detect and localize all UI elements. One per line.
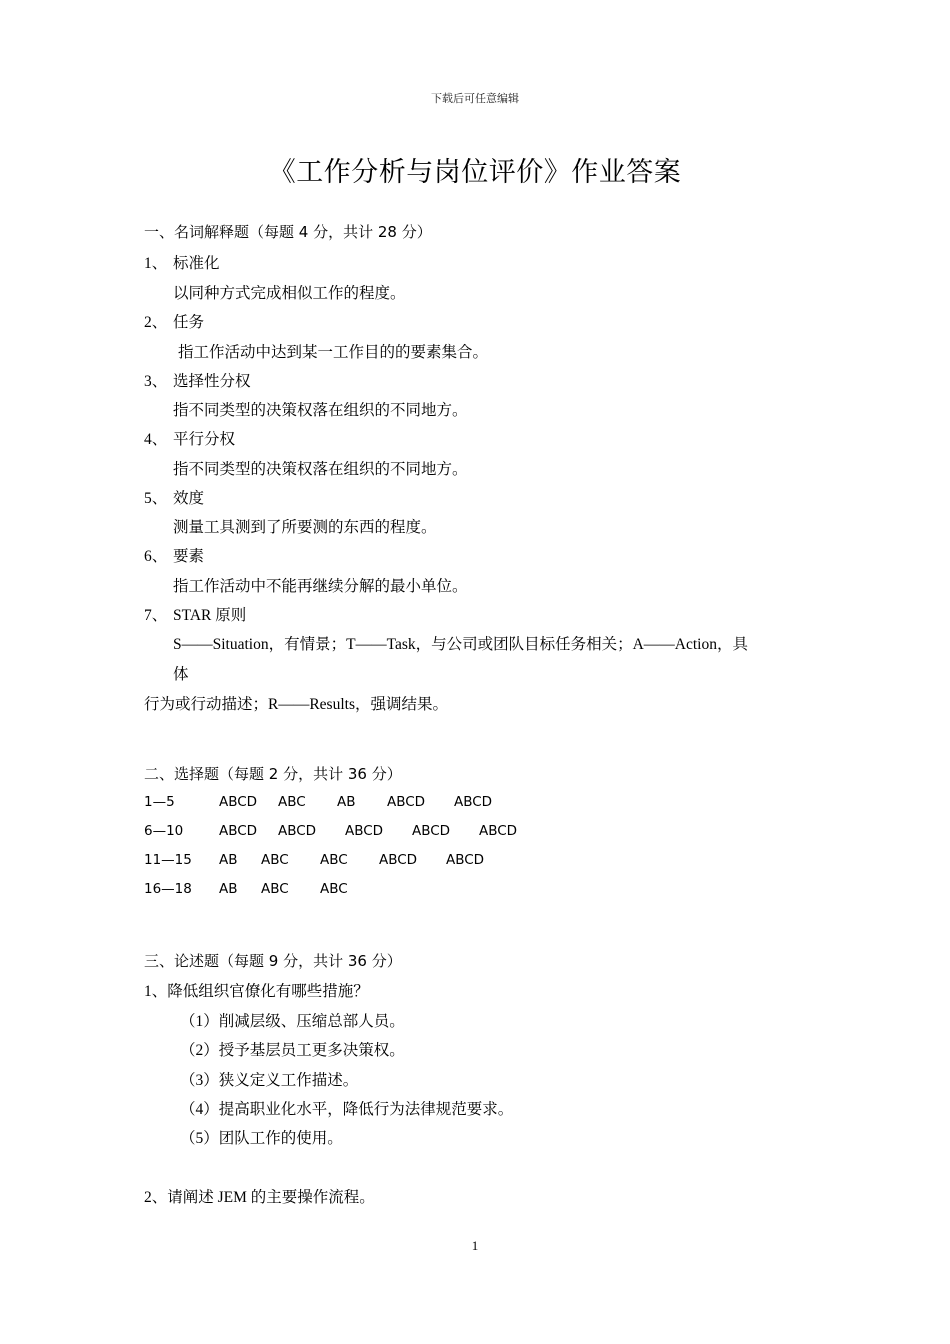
term-label: 选择性分权 xyxy=(173,373,251,390)
term-label: 效度 xyxy=(173,490,205,507)
term-number: 6、 xyxy=(144,548,168,565)
essay-point: （3）狭义定义工作描述。 xyxy=(180,1072,359,1089)
term-definition: 指不同类型的决策权落在组织的不同地方。 xyxy=(173,402,468,419)
answer: ABC xyxy=(320,852,348,868)
answer: ABCD xyxy=(379,852,418,868)
essay-question: 2、请阐述 JEM 的主要操作流程。 xyxy=(144,1189,375,1206)
answer: ABCD xyxy=(219,794,258,810)
page-number: 1 xyxy=(471,1238,479,1253)
answer: AB xyxy=(219,852,238,868)
term-number: 4、 xyxy=(144,431,168,448)
essay-point: （4）提高职业化水平，降低行为法律规范要求。 xyxy=(180,1101,514,1118)
term-definition: 以同种方式完成相似工作的程度。 xyxy=(173,285,406,302)
section3-heading: 三、论述题（每题 9 分，共计 36 分） xyxy=(144,952,402,970)
term-number: 7、 xyxy=(144,607,168,624)
term-definition: 指工作活动中不能再继续分解的最小单位。 xyxy=(173,578,468,595)
term-label: 要素 xyxy=(173,548,205,565)
answer-range: 1—5 xyxy=(144,794,175,810)
term-definition: S——Situation，有情景；T——Task，与公司或团队目标任务相关；A——Action，具 xyxy=(173,636,748,653)
term-definition-continued: 体 xyxy=(173,666,189,683)
section2-heading: 二、选择题（每题 2 分，共计 36 分） xyxy=(144,765,402,783)
essay-question: 1、降低组织官僚化有哪些措施？ xyxy=(144,983,369,1000)
page-header: 下载后可任意编辑 xyxy=(431,93,519,105)
term-number: 5、 xyxy=(144,490,168,507)
essay-point: （2）授予基层员工更多决策权。 xyxy=(180,1042,405,1059)
essay-point: （5）团队工作的使用。 xyxy=(180,1130,343,1147)
term-label: 平行分权 xyxy=(173,431,236,448)
answer: ABCD xyxy=(412,823,451,839)
answer: ABCD xyxy=(446,852,485,868)
answer: ABCD xyxy=(479,823,518,839)
answer: ABCD xyxy=(387,794,426,810)
essay-point: （1）削减层级、压缩总部人员。 xyxy=(180,1013,405,1030)
term-label: STAR 原则 xyxy=(173,607,247,624)
answer-range: 16—18 xyxy=(144,881,192,897)
term-label: 任务 xyxy=(173,314,205,331)
term-number: 2、 xyxy=(144,314,168,331)
answer: ABCD xyxy=(345,823,384,839)
section1-heading: 一、名词解释题（每题 4 分，共计 28 分） xyxy=(144,223,432,241)
term-definition-continued: 行为或行动描述；R——Results，强调结果。 xyxy=(144,696,448,713)
answer: ABCD xyxy=(278,823,317,839)
term-number: 3、 xyxy=(144,373,168,390)
term-definition: 指不同类型的决策权落在组织的不同地方。 xyxy=(173,461,468,478)
answer: ABC xyxy=(320,881,348,897)
term-definition: 指工作活动中达到某一工作目的的要素集合。 xyxy=(178,344,489,361)
term-label: 标准化 xyxy=(173,255,220,272)
answer: ABC xyxy=(261,881,289,897)
term-number: 1、 xyxy=(144,255,168,272)
answer: AB xyxy=(337,794,356,810)
answer: ABC xyxy=(261,852,289,868)
answer: AB xyxy=(219,881,238,897)
document-title: 《工作分析与岗位评价》作业答案 xyxy=(268,157,682,188)
term-definition: 测量工具测到了所要测的东西的程度。 xyxy=(173,519,437,536)
answer-range: 11—15 xyxy=(144,852,192,868)
answer: ABCD xyxy=(454,794,493,810)
answer: ABCD xyxy=(219,823,258,839)
answer-range: 6—10 xyxy=(144,823,184,839)
answer: ABC xyxy=(278,794,306,810)
